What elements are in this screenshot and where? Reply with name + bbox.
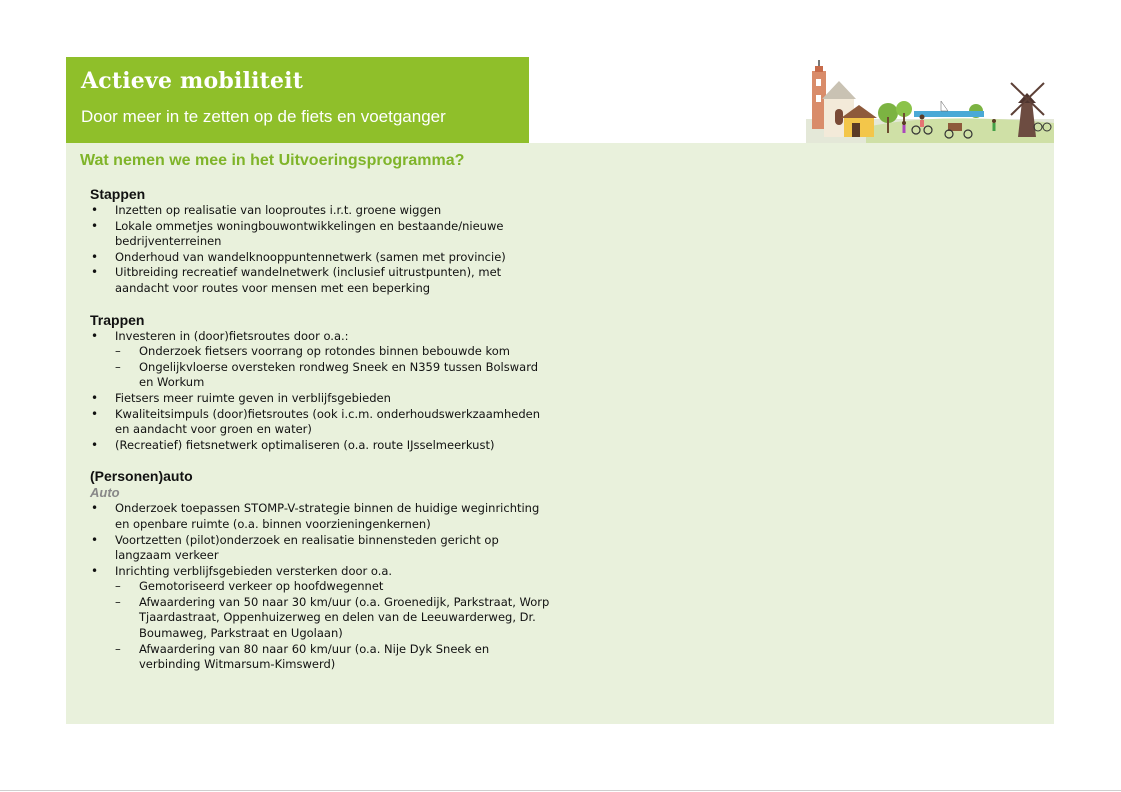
section-title: (Personen)auto <box>90 468 193 485</box>
list-item <box>90 329 550 391</box>
village-landscape-illustration <box>806 57 1054 143</box>
list-item: • Voortzetten (pilot)onderzoek en realisatie binnensteden gericht op langzaam verkeer <box>90 533 550 564</box>
list-item-text: Inrichting verblijfsgebieden versterken door o.a. <box>115 563 393 578</box>
bullet-list <box>90 203 550 297</box>
page-title: Actieve mobiliteit <box>81 68 304 94</box>
section-auto <box>90 467 550 673</box>
sub-list-item: – Ongelijkvloerse oversteken rondweg Sneek en N359 tussen Bolsward en Workum <box>115 360 550 391</box>
list-item-text: Investeren in (door)fietsroutes door o.a.: <box>115 328 349 343</box>
sub-list-item: – Onderzoek fietsers voorrang op rotondes binnen bebouwde kom <box>115 344 550 360</box>
sub-list <box>115 579 550 673</box>
header-banner <box>66 57 529 143</box>
list-item: • Kwaliteitsimpuls (door)fietsroutes (ook i.c.m. onderhoudswerkzaamheden en aandacht voor groen en water) <box>90 407 550 438</box>
bottom-divider <box>0 790 1121 791</box>
list-item <box>90 564 550 673</box>
content-body <box>90 185 550 687</box>
section-question: Wat nemen we mee in het Uitvoeringsprogramma? <box>80 152 465 169</box>
page-subtitle: Door meer in te zetten op de fiets en voetganger <box>81 107 446 126</box>
sub-list-item: – Afwaardering van 80 naar 60 km/uur (o.a. Nije Dyk Sneek en verbinding Witmarsum-Kimswerd) <box>115 642 550 673</box>
section-title: Trappen <box>90 311 145 328</box>
section-subtitle: Auto <box>90 485 120 501</box>
list-item: • Onderzoek toepassen STOMP-V-strategie binnen de huidige weginrichting en openbare ruimte (o.a. binnen voorzieningenkernen) <box>90 501 550 532</box>
list-item: • Inzetten op realisatie van looproutes i.r.t. groene wiggen <box>90 203 550 219</box>
section-title: Stappen <box>90 186 146 202</box>
sub-list-item: – Afwaardering van 50 naar 30 km/uur (o.a. Groenedijk, Parkstraat, Worp Tjaardastraat, Oppenhuizerweg en delen van de Leeuwarderweg, Dr. Boumaweg, Parkstraat en Ugolaan) <box>115 595 550 642</box>
sub-list-item: – Gemotoriseerd verkeer op hoofdwegennet <box>115 579 550 595</box>
section-trappen <box>90 311 550 454</box>
list-item: • Fietsers meer ruimte geven in verblijfsgebieden <box>90 391 550 407</box>
sub-list <box>115 344 550 391</box>
list-item: • Onderhoud van wandelknooppuntennetwerk (samen met provincie) <box>90 250 550 266</box>
bullet-list <box>90 501 550 673</box>
list-item: • Uitbreiding recreatief wandelnetwerk (inclusief uitrustpunten), met aandacht voor routes voor mensen met een beperking <box>90 265 550 296</box>
section-stappen <box>90 185 550 297</box>
bullet-list <box>90 329 550 454</box>
list-item: • (Recreatief) fietsnetwerk optimaliseren (o.a. route IJsselmeerkust) <box>90 438 550 454</box>
list-item: • Lokale ommetjes woningbouwontwikkelingen en bestaande/nieuwe bedrijventerreinen <box>90 219 550 250</box>
